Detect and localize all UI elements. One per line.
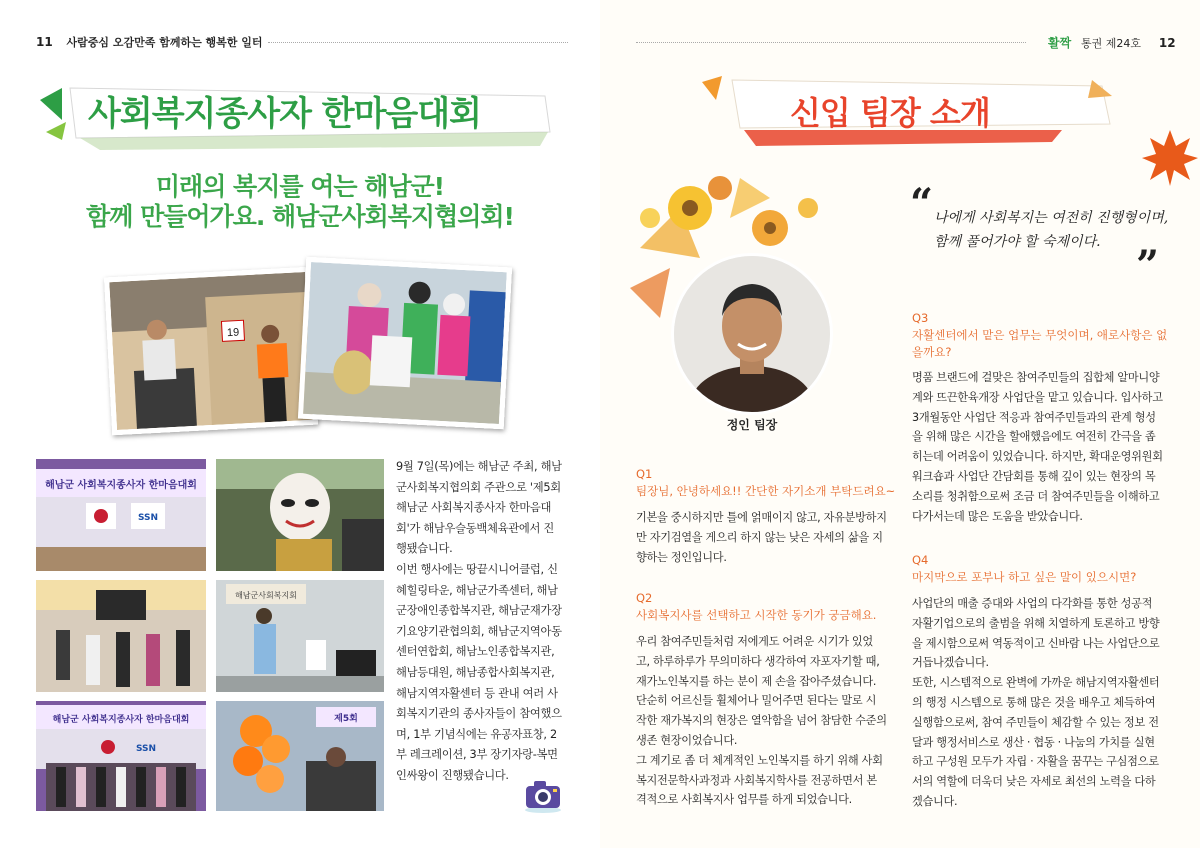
article-line: 해남등대원, 해남종합사회복지관, <box>396 665 555 679</box>
article-line: 군사회복지협의회 주관으로 '제5회 <box>396 480 561 494</box>
q1-number: Q1 <box>636 467 653 481</box>
article-line: 기요양기관협의회, 해남군지역아동 <box>396 624 562 638</box>
answer-line: 복지전문학사과정과 사회복지학사를 전공하면서 본 <box>636 773 877 787</box>
quote-line1: 나에게 사회복지는 여전히 진행형이며, <box>934 210 1169 226</box>
camera-icon <box>522 776 564 814</box>
open-quote-icon: “ <box>910 180 934 227</box>
q3-answer <box>912 368 1174 526</box>
article-line: 혜힐링타운, 해남군가족센터, 해남 <box>396 583 558 597</box>
person-caption: 정인 팀장 <box>726 418 778 432</box>
q4-answer <box>912 594 1176 812</box>
q2-answer <box>636 632 898 810</box>
stage-banner-text: 해남군 사회복지종사자 한마음대회 <box>45 480 197 491</box>
q4-question: 마지막으로 포부나 하고 싶은 말이 있으시면? <box>912 570 1137 584</box>
maple-leaf-icon <box>1140 128 1200 188</box>
answer-line: 거듭나겠습니다. <box>912 656 989 670</box>
answer-line: 히는데 어려움이 있었습니다. 하지만, 확대운영위원회 <box>912 450 1163 464</box>
right-header-divider <box>636 42 1026 43</box>
balloon-banner-text: 제5회 <box>334 714 358 724</box>
answer-line: 단순히 어르신들 휠체어나 밀어주면 된다는 말로 시 <box>636 694 877 708</box>
q1-answer <box>636 508 898 567</box>
q4-number: Q4 <box>912 553 929 567</box>
article-line: 해남지역자활센터 등 관내 여러 사 <box>396 686 558 700</box>
answer-line: 다가서는데 많은 도움을 받았습니다. <box>912 509 1083 523</box>
q3-question-line: 자활센터에서 맡은 업무는 무엇이며, 애로사항은 없 <box>912 328 1168 342</box>
photo-mask-performer <box>216 459 384 571</box>
answer-line: 기본을 중시하지만 틀에 얽매이지 않고, 자유분방하지 <box>636 511 887 524</box>
article-line: 군장애인종합복지관, 해남군재가장 <box>396 604 562 618</box>
photo-award-ceremony <box>36 580 206 692</box>
event-photo-speaker <box>104 267 318 436</box>
right-page <box>600 0 1200 848</box>
ssn-logo-text: SSN <box>137 513 159 523</box>
left-subtitle-line2: 함께 만들어가요. 해남군사회복지협의회! <box>86 202 514 231</box>
answer-line: 또한, 시스템적으로 완벽에 가까운 해남지역자활센터 <box>912 676 1160 690</box>
answer-line: 3개월동안 사업단 적응과 참여주민들과의 관계 형성 <box>912 410 1156 424</box>
q2-number: Q2 <box>636 591 653 605</box>
answer-line: 사업단의 매출 증대와 사업의 다각화를 통한 성공적 <box>912 597 1153 610</box>
answer-line: 생존 현장이었습니다. <box>636 733 738 747</box>
answer-line: 작한 재가복지의 현장은 열악함을 넘어 참담한 수준의 <box>636 714 887 728</box>
left-page-title: 사회복지종사자 한마음대회 <box>88 94 481 134</box>
answer-line: 을 제시함으로써 역동적이고 신바람 나는 사업단으로 <box>912 636 1160 650</box>
article-line: 부 레크레이션, 3부 장기자랑-복면 <box>396 748 558 762</box>
left-page-number: 11 <box>36 35 53 49</box>
answer-line: 을 위해 많은 시간을 할애했음에도 여전히 간극을 좁 <box>912 430 1156 444</box>
q3-question <box>912 327 1170 361</box>
answer-line: 겠습니다. <box>912 794 958 808</box>
photo-balloons <box>216 701 384 811</box>
photo-stage-banner <box>36 459 206 571</box>
answer-line: 의 행정 시스템으로 통해 많은 것을 배우고 체득하여 <box>912 695 1156 709</box>
left-page-header <box>36 34 263 50</box>
right-page-number: 12 <box>1158 36 1176 50</box>
number-card-text: 19 <box>226 326 240 340</box>
answer-line: 만 자기검열을 게으리 하지 않는 낮은 자세의 삶을 지 <box>636 530 883 544</box>
answer-line: 그 계기로 좀 더 체계적인 노인복지를 하기 위해 사회 <box>636 753 883 767</box>
article-line: 센터연합회, 해남노인종합복지관, <box>396 645 555 659</box>
article-line: 해남군 사회복지종사자 한마음대 <box>396 501 552 515</box>
answer-line: 고, 하루하루가 무의미하다 생각하여 자포자기할 때, <box>636 654 880 668</box>
answer-line: 자활기업으로의 출범을 위해 치열하게 토론하고 방향 <box>912 616 1160 630</box>
event-article <box>396 457 578 787</box>
close-quote-icon: ” <box>1136 242 1160 289</box>
answer-line: 실행함으로써, 참여 주민들이 체감할 수 있는 정보 전 <box>912 715 1159 729</box>
group-stage-banner-text: 해남군 사회복지종사자 한마음대회 <box>52 715 190 725</box>
group-ssn-logo-text: SSN <box>135 744 157 754</box>
answer-line: 우리 참여주민들처럼 저에게도 어려운 시기가 있었 <box>636 635 873 648</box>
answer-line: 재가노인복지를 하는 분이 제 손을 잡아주셨습니다. <box>636 674 877 688</box>
article-line: 9월 7일(목)에는 해남군 주최, 해남 <box>396 460 562 473</box>
team-leader-portrait <box>674 256 830 412</box>
answer-line: 향하는 정인입니다. <box>636 550 727 564</box>
photo-group-stage <box>36 701 206 811</box>
answer-line: 명품 브랜드에 걸맞은 참여주민들의 집합체 알마니양 <box>912 371 1160 384</box>
answer-line: 하고 구성원 모두가 자립 · 자활을 꿈꾸는 구심점으로 <box>912 755 1159 769</box>
article-line: 며, 1부 기념식에는 유공자표창, 2 <box>396 727 557 741</box>
left-header-divider <box>268 42 568 43</box>
magazine-issue: 통권 제24호 <box>1081 37 1142 50</box>
article-line: 인싸왕이 진행됐습니다. <box>396 768 509 782</box>
left-header-title: 사람중심 오감만족 함께하는 행복한 일터 <box>66 36 263 49</box>
q3-number: Q3 <box>912 311 929 325</box>
event-photo-performers <box>298 257 512 430</box>
article-line: 회'가 해남우슬동백체육관에서 진 <box>396 521 554 535</box>
answer-line: 워크숍과 사업단 간담회를 통해 깊이 있는 현장의 목 <box>912 469 1156 483</box>
quote-line2: 함께 풀어가야 할 숙제이다. <box>934 234 1101 250</box>
q3-question-line: 을까요? <box>912 345 952 359</box>
q1-question: 팀장님, 안녕하세요!! 간단한 자기소개 부탁드려요~ <box>636 484 896 498</box>
answer-line: 서의 역할에 더욱더 낮은 자세로 최선의 노력을 다하 <box>912 775 1156 789</box>
article-line: 이번 행사에는 땅끝시니어클럽, 신 <box>396 562 558 576</box>
q2-question: 사회복지사를 선택하고 시작한 동기가 궁금해요. <box>636 608 877 622</box>
magazine-brand: 활짝 <box>1048 36 1072 50</box>
photo-hanbok-performance <box>216 580 384 692</box>
article-line: 회복지기관의 종사자들이 참여했으 <box>396 707 562 721</box>
article-line: 행됐습니다. <box>396 542 453 556</box>
left-subtitle-line1: 미래의 복지를 여는 해남군! <box>155 172 445 201</box>
answer-line: 계와 뜨끈한육개장 사업단을 맡고 있습니다. 입사하고 <box>912 390 1163 404</box>
answer-line: 달과 행정서비스로 생산 · 협동 · 나눔의 가치를 실현 <box>912 735 1155 749</box>
right-page-title: 신입 팀장 소개 <box>790 94 990 132</box>
answer-line: 소리를 청취함으로써 조금 더 참여주민들을 이해하고 <box>912 489 1160 503</box>
right-page-header <box>1048 34 1176 51</box>
hall-banner-text: 해남군사회복지회 <box>235 591 297 600</box>
answer-line: 격적으로 사회복지사 업무를 하게 되었습니다. <box>636 793 852 807</box>
